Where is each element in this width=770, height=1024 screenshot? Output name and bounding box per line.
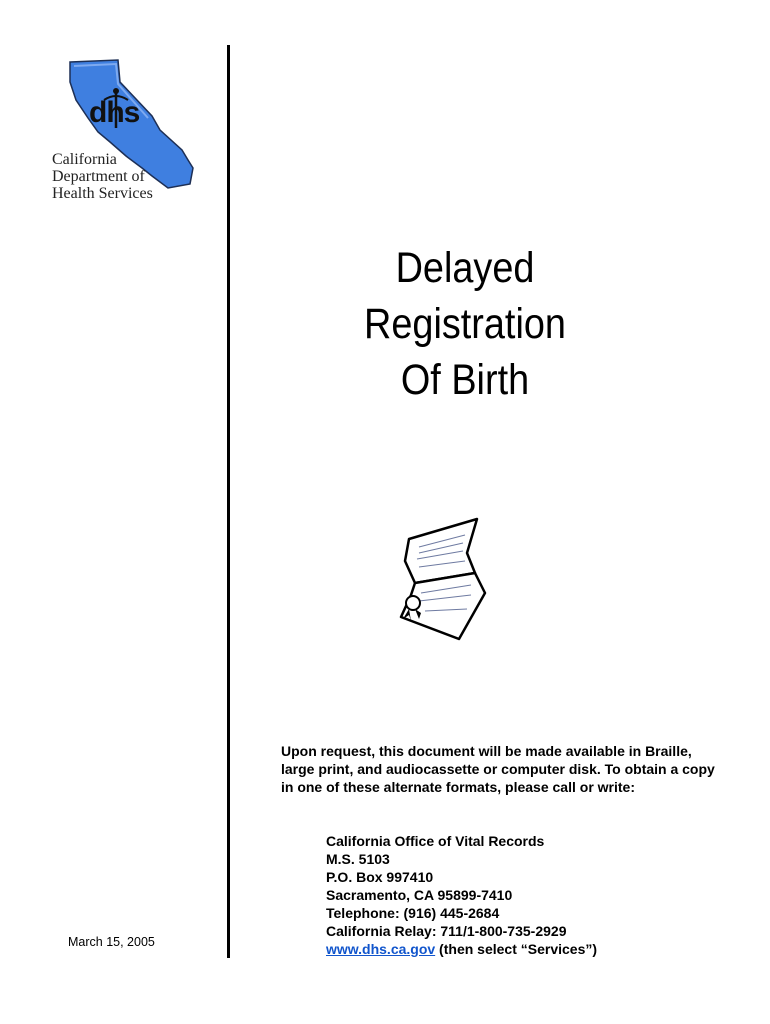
address-mail-stop: M.S. 5103 (326, 851, 390, 867)
address-city: Sacramento, CA 95899-7410 (326, 887, 513, 903)
organization-name (52, 151, 153, 202)
title-line-2: Registration (364, 300, 566, 348)
title-line-3: Of Birth (400, 356, 530, 404)
title-line-1: Delayed (395, 244, 535, 292)
address-telephone: Telephone: (916) 445-2684 (326, 905, 500, 921)
org-line-2: Department of (52, 168, 145, 185)
certificate-icon (395, 517, 490, 642)
address-website-line (326, 940, 597, 958)
dhs-mark: dhs (89, 96, 140, 129)
vertical-divider (227, 45, 230, 958)
address-relay: California Relay: 711/1-800-735-2929 (326, 923, 567, 939)
website-note: (then select “Services”) (435, 941, 598, 957)
document-date: March 15, 2005 (68, 935, 155, 949)
website-link[interactable]: www.dhs.ca.gov (326, 941, 436, 957)
document-title (300, 240, 630, 408)
address-office: California Office of Vital Records (326, 833, 545, 849)
alternate-formats-notice: Upon request, this document will be made available in Braille, large print, and audiocassette or computer disk. To obtain a copy in one of these alternate formats, please call or write: (281, 743, 715, 795)
org-line-1: California (52, 151, 117, 168)
org-line-3: Health Services (52, 185, 153, 202)
mailing-address (326, 832, 597, 958)
address-po-box: P.O. Box 997410 (326, 869, 434, 885)
